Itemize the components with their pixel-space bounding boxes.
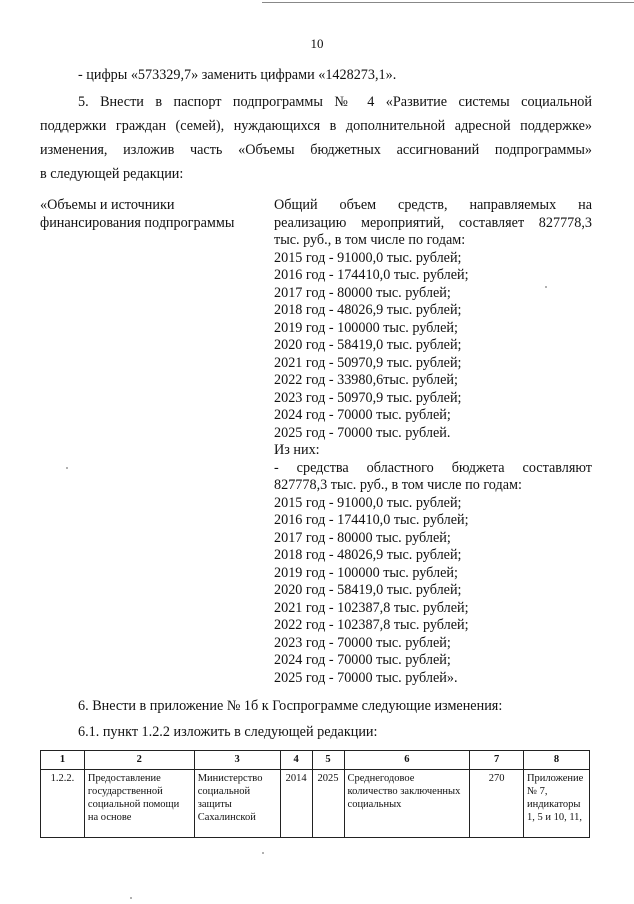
paragraph-6-1: 6.1. пункт 1.2.2 изложить в следующей редакции:: [78, 724, 378, 740]
scan-speck: [130, 897, 132, 899]
column-number: 4: [280, 751, 312, 770]
year-regional-line: 2015 год - 91000,0 тыс. рублей;: [274, 494, 462, 511]
paragraph-5-line: в следующей редакции:: [40, 166, 184, 182]
year-regional-line: 2022 год - 102387,8 тыс. рублей;: [274, 617, 469, 633]
year-total-line: 2025 год - 70000 тыс. рублей.: [274, 424, 451, 441]
year-regional-line: 2020 год - 58419,0 тыс. рублей;: [274, 582, 462, 598]
year-total-line: 2024 год - 70000 тыс. рублей;: [274, 407, 451, 423]
funding-intro-line: Общий объем средств, направляемых на: [274, 197, 592, 213]
funding-label-line: финансирования подпрограммы: [40, 214, 235, 231]
start-year: 2014: [280, 770, 312, 838]
year-regional-line: 2017 год - 80000 тыс. рублей;: [274, 529, 451, 546]
year-regional-line: 2016 год - 174410,0 тыс. рублей;: [274, 512, 469, 528]
measure-name: Предоставление государственной социальной помощи на основе: [84, 770, 194, 838]
year-regional-line: 2023 год - 70000 тыс. рублей;: [274, 634, 451, 651]
year-total-line: 2017 год - 80000 тыс. рублей;: [274, 284, 451, 301]
scan-speck: [262, 852, 264, 854]
year-total-line: 2015 год - 91000,0 тыс. рублей;: [274, 249, 462, 266]
year-regional-line: 2021 год - 102387,8 тыс. рублей;: [274, 599, 469, 616]
table-row: [41, 770, 590, 838]
funding-label-line: «Объемы и источники: [40, 197, 175, 213]
funding-intro-line: реализацию мероприятий, составляет 827778,3: [274, 214, 592, 231]
regional-budget-line: 827778,3 тыс. руб., в том числе по годам:: [274, 477, 522, 493]
regional-budget-line: - средства областного бюджета составляют: [274, 459, 592, 476]
replace-figures-line: - цифры «573329,7» заменить цифрами «1428273,1».: [78, 67, 397, 83]
funding-label: [40, 197, 260, 232]
top-rule: [262, 2, 634, 3]
year-total-line: 2022 год - 33980,6тыс. рублей;: [274, 372, 458, 388]
funding-details: [274, 197, 592, 687]
indicator-value: 270: [470, 770, 524, 838]
year-total-line: 2020 год - 58419,0 тыс. рублей;: [274, 337, 462, 353]
paragraph-6: 6. Внести в приложение № 1б к Госпрограмме следующие изменения:: [78, 698, 503, 714]
paragraph-5-line: 5. Внести в паспорт подпрограммы № 4 «Развитие системы социальной: [78, 94, 592, 110]
page-number: 10: [310, 36, 324, 51]
column-number: 3: [194, 751, 280, 770]
scan-speck: [66, 467, 68, 469]
column-number: 7: [470, 751, 524, 770]
year-total-line: 2021 год - 50970,9 тыс. рублей;: [274, 354, 462, 371]
year-regional-line: 2018 год - 48026,9 тыс. рублей;: [274, 547, 462, 563]
year-total-line: 2019 год - 100000 тыс. рублей;: [274, 319, 458, 336]
year-total-line: 2016 год - 174410,0 тыс. рублей;: [274, 267, 469, 283]
of-them-label: Из них:: [274, 442, 320, 458]
table-header-row: [41, 751, 590, 770]
scan-speck: [545, 286, 547, 288]
end-year: 2025: [312, 770, 344, 838]
year-total-line: 2018 год - 48026,9 тыс. рублей;: [274, 302, 462, 318]
year-regional-line: 2019 год - 100000 тыс. рублей;: [274, 564, 458, 581]
year-total-line: 2023 год - 50970,9 тыс. рублей;: [274, 389, 462, 406]
paragraph-5: [40, 90, 592, 186]
indicator: Среднегодовое количество заключенных социальных: [344, 770, 470, 838]
appendix-table: [40, 750, 590, 838]
column-number: 8: [523, 751, 589, 770]
column-number: 1: [41, 751, 85, 770]
year-regional-line: 2024 год - 70000 тыс. рублей;: [274, 652, 451, 668]
column-number: 2: [84, 751, 194, 770]
year-regional-line: 2025 год - 70000 тыс. рублей».: [274, 669, 458, 686]
column-number: 6: [344, 751, 470, 770]
paragraph-5-line: изменения, изложив часть «Объемы бюджетных ассигнований подпрограммы»: [40, 142, 592, 158]
item-number: 1.2.2.: [41, 770, 85, 838]
indicator-link: Приложение № 7, индикаторы 1, 5 и 10, 11,: [523, 770, 589, 838]
funding-intro-line: тыс. руб., в том числе по годам:: [274, 232, 466, 248]
executor: Министерство социальной защиты Сахалинской: [194, 770, 280, 838]
paragraph-5-line: поддержки граждан (семей), нуждающихся в дополнительной адресной поддержке»: [40, 118, 592, 134]
column-number: 5: [312, 751, 344, 770]
